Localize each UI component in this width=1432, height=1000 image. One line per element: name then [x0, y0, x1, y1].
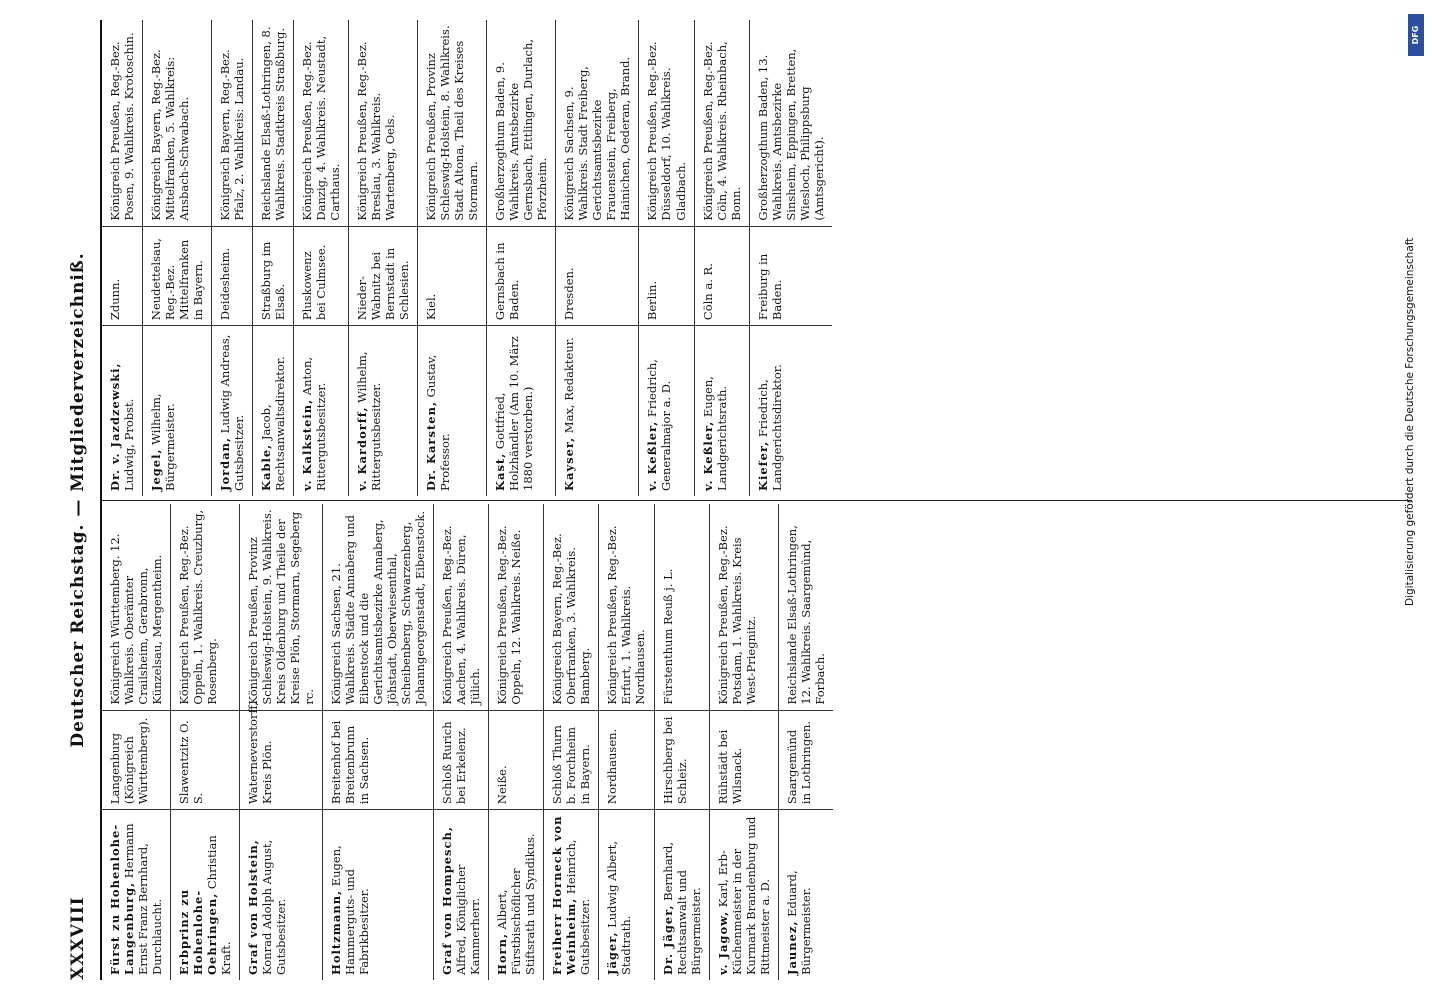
member-surname: Jegel, [149, 448, 164, 491]
member-surname: v. Keßler, [700, 420, 715, 491]
member-surname: v. Kalkstein, [300, 398, 315, 491]
member-details: Konrad Adolph August, Gutsbesitzer. [260, 839, 289, 975]
member-row [143, 20, 212, 496]
member-details: Gustav, Professor. [424, 354, 453, 491]
member-name-cell [253, 326, 294, 496]
electoral-district: Königreich Sachsen, 9. Wahlkreis. Stadt Freiberg, Gerichtsamtsbezirke Frauenstein, Freiberg, Hainichen, Oederan, Brand. [556, 20, 639, 226]
member-surname: Erbprinz zu Hohenlohe-Oehringen, [177, 888, 220, 975]
electoral-district: Reichslande Elsaß-Lothringen, 12. Wahlkreis. Saargemünd, Forbach. [778, 504, 833, 710]
electoral-district: Königreich Sachsen, 21. Wahlkreis. Städte Annaberg und Eibenstock und die Gerichtsamtsbezirke Annaberg, Jöhstadt, Oberwiesenthal, Scheibenberg, Schwarzenberg, Johanngeorgenstadt, Eibenstock. [323, 504, 434, 710]
member-row [349, 20, 418, 496]
electoral-district: Königreich Preußen, Reg.-Bez. Oppeln, 12. Wahlkreis. Neiße. [489, 504, 544, 710]
member-name-cell [171, 810, 240, 980]
member-name-cell [778, 810, 833, 980]
member-surname: Dr. Jäger, [660, 904, 675, 975]
member-residence: Nieder-Wabnitz bei Bernstadt in Schlesien. [349, 226, 418, 326]
member-row [212, 20, 253, 496]
page-header [60, 20, 100, 980]
member-residence: Neiße. [489, 710, 544, 810]
digitization-stamp [1404, 6, 1426, 996]
member-name-cell [599, 810, 654, 980]
member-name-cell [102, 326, 143, 496]
member-surname: Horn, [495, 933, 510, 975]
member-name-cell [323, 810, 434, 980]
member-details: Max, Redakteur. [562, 337, 577, 434]
electoral-district: Königreich Bayern, Reg.-Bez. Mittelfranken, 5. Wahlkreis: Ansbach-Schwabach. [143, 20, 212, 226]
electoral-district: Königreich Preußen, Reg.-Bez. Danzig, 4. Wahlkreis. Neustadt, Carthaus. [294, 20, 349, 226]
member-name-cell [709, 810, 778, 980]
member-row [418, 20, 487, 496]
member-details: Heinrich, Gutsbesitzer. [564, 839, 593, 975]
member-residence: Schloß Rurich bei Erkelenz. [434, 710, 489, 810]
member-row [102, 504, 171, 980]
electoral-district: Königreich Preußen, Reg.-Bez. Oppeln, 1. Wahlkreis. Creuzburg, Rosenberg. [171, 504, 240, 710]
electoral-district: Königreich Preußen, Reg.-Bez. Erfurt, 1. Wahlkreis. Nordhausen. [599, 504, 654, 710]
member-residence: Rühstädt bei Wilsnack. [709, 710, 778, 810]
member-row [544, 504, 599, 980]
member-row [171, 504, 240, 980]
member-row [654, 504, 709, 980]
member-details: Alfred, Königlicher Kammerherr. [454, 864, 483, 975]
member-surname: Fürst zu Hohenlohe-Langenburg, [108, 823, 137, 975]
electoral-district: Königreich Preußen, Reg.-Bez. Posen, 9. Wahlkreis. Krotoschin. [102, 20, 143, 226]
member-row [556, 20, 639, 496]
member-row [253, 20, 294, 496]
electoral-district: Königreich Preußen, Reg.-Bez. Düsseldorf, 10. Wahlkreis. Gladbach. [639, 20, 694, 226]
member-details: Ludwig, Probst. [122, 398, 137, 491]
member-name-cell [489, 810, 544, 980]
electoral-district: Königreich Preußen, Provinz Schleswig-Holstein, 8. Wahlkreis. Stadt Altona, Theil des Kreises Stormarn. [418, 20, 487, 226]
running-title: Deutscher Reichstag. — Mitgliederverzeichniß. [68, 252, 88, 748]
member-name-cell [694, 326, 749, 496]
electoral-district: Königreich Bayern, Reg.-Bez. Pfalz, 2. Wahlkreis: Landau. [212, 20, 253, 226]
member-row [749, 20, 832, 496]
member-name-cell [434, 810, 489, 980]
member-details: Friedrich, Landgerichtsdirektor. [755, 364, 784, 491]
member-name-cell [294, 326, 349, 496]
member-row [599, 504, 654, 980]
member-surname: Jaunez, [784, 920, 799, 975]
member-table-right [102, 20, 832, 496]
member-name-cell [212, 326, 253, 496]
member-surname: Kast, [493, 452, 508, 491]
member-row [487, 20, 556, 496]
member-details: Christian Kraft. [205, 835, 234, 975]
member-row [709, 504, 778, 980]
electoral-district: Reichslande Elsaß-Lothringen, 8. Wahlkreis. Stadtkreis Straßburg. [253, 20, 294, 226]
member-residence: Freiburg in Baden. [749, 226, 832, 326]
member-name-cell [240, 810, 323, 980]
member-row [102, 20, 143, 496]
member-surname: Jordan, [218, 436, 233, 491]
member-details: Bernhard, Rechtsanwalt und Bürgermeister. [660, 841, 703, 975]
page-number: XXXVIII [68, 896, 88, 980]
member-details: Albert, Fürstbischöflicher Stiftsrath und Syndikus. [495, 833, 538, 975]
electoral-district: Königreich Preußen, Reg.-Bez. Potsdam, 1. Wahlkreis. Kreis West-Priegnitz. [709, 504, 778, 710]
member-name-cell [654, 810, 709, 980]
column-divider [102, 500, 1412, 501]
member-residence: Slawentzitz O. S. [171, 710, 240, 810]
member-details: Ludwig Andreas, Gutsbesitzer. [218, 334, 247, 491]
member-name-cell [639, 326, 694, 496]
member-row [434, 504, 489, 980]
member-details: Jacob, Rechtsanwaltsdirektor. [259, 356, 288, 491]
member-details: Wilhelm, Bürgermeister. [149, 393, 178, 491]
member-surname: Dr. v. Jazdzewski, [108, 362, 122, 491]
member-name-cell [749, 326, 832, 496]
member-table-left [102, 504, 833, 980]
member-row [639, 20, 694, 496]
member-residence: Neudettelsau, Reg.-Bez. Mittelfranken in Bayern. [143, 226, 212, 326]
member-name-cell [349, 326, 418, 496]
member-details: Anton, Rittergutsbesitzer. [300, 356, 329, 491]
electoral-district: Fürstenthum Reuß j. L. [654, 504, 709, 710]
member-row [694, 20, 749, 496]
electoral-district: Königreich Württemberg. 12. Wahlkreis. Oberämter Crailsheim, Gerabronn, Künzelsau, Mergentheim. [102, 504, 171, 710]
member-residence: Zdunn. [102, 226, 143, 326]
electoral-district: Königreich Preußen, Reg.-Bez. Breslau, 3. Wahlkreis. Wartenberg, Oels. [349, 20, 418, 226]
electoral-district: Königreich Preußen, Reg.-Bez. Cöln, 4. Wahlkreis. Rheinbach, Bonn. [694, 20, 749, 226]
member-residence: Straßburg im Elsaß. [253, 226, 294, 326]
dfg-logo: DFG [1408, 14, 1424, 56]
member-surname: Graf von Holstein, [246, 839, 261, 975]
electoral-district: Königreich Preußen, Reg.-Bez. Aachen, 4. Wahlkreis. Düren, Jülich. [434, 504, 489, 710]
member-residence: Cöln a. R. [694, 226, 749, 326]
member-residence: Breitenhof bei Breitenbrunn in Sachsen. [323, 710, 434, 810]
member-surname: Jäger, [605, 931, 620, 975]
member-name-cell [102, 810, 171, 980]
member-name-cell [544, 810, 599, 980]
member-details: Karl, Erb-Küchenmeister in der Kurmark Brandenburg und Rittmeister a. D. [715, 816, 772, 975]
member-row [778, 504, 833, 980]
member-residence: Saargemünd in Lothringen. [778, 710, 833, 810]
member-surname: v. Jagow, [715, 910, 730, 975]
member-residence: Hirschberg bei Schleiz. [654, 710, 709, 810]
member-residence: Kiel. [418, 226, 487, 326]
member-surname: v. Keßler, [645, 420, 660, 491]
electoral-district: Großherzogthum Baden, 9. Wahlkreis. Amtsbezirke Gernsbach, Ettlingen, Durlach, Pforzheim. [487, 20, 556, 226]
member-surname: v. Kardorff, [355, 406, 370, 491]
member-row [240, 504, 323, 980]
member-surname: Holtzmann, [329, 889, 344, 975]
member-name-cell [556, 326, 639, 496]
member-details: Hermann Ernst Franz Bernhard, Durchlaucht. [122, 823, 165, 975]
member-details: Gottfried, Holzhändler (Am 10. März 1880 verstorben.) [493, 336, 536, 491]
member-details: Friedrich, Generalmajor a. D. [645, 359, 674, 491]
member-row [294, 20, 349, 496]
stamp-text: Digitalisierung gefördert durch die Deutsche Forschungsgemeinschaft [1404, 237, 1416, 606]
member-surname: Kiefer, [755, 440, 770, 491]
member-row [489, 504, 544, 980]
member-residence: Dresden. [556, 226, 639, 326]
electoral-district: Großherzogthum Baden, 13. Wahlkreis. Amtsbezirke Sinsheim, Eppingen, Bretten, Wiesloch, Philippsburg (Amtsgericht). [749, 20, 832, 226]
member-residence: Berlin. [639, 226, 694, 326]
member-details: Ludwig Albert, Stadtrath. [605, 840, 634, 975]
member-surname: Freiherr Horneck von Weinheim, [550, 815, 579, 975]
member-residence: Schloß Thurn b. Forchheim in Bayern. [544, 710, 599, 810]
member-row [323, 504, 434, 980]
member-details: Wilhelm, Rittergutsbesitzer. [355, 351, 384, 491]
member-residence: Langenburg (Königreich Württemberg). [102, 710, 171, 810]
member-surname: Kable, [259, 443, 274, 491]
member-surname: Kayser, [562, 436, 577, 491]
member-surname: Graf von Hompesch, [440, 826, 455, 975]
electoral-district: Königreich Preußen, Provinz Schleswig-Holstein, 9. Wahlkreis. Kreis Oldenburg und Theile der Kreise Plön, Stormarn, Segeberg rc. [240, 504, 323, 710]
member-name-cell [487, 326, 556, 496]
member-residence: Gernsbach in Baden. [487, 226, 556, 326]
member-details: Eugen, Hammerguts- und Fabrikbesitzer. [329, 845, 372, 975]
member-details: Eduard, Bürgermeister. [784, 870, 813, 975]
member-details: Eugen, Landgerichtsrath. [700, 376, 729, 491]
electoral-district: Königreich Bayern, Reg.-Bez. Oberfranken, 3. Wahlkreis. Bamberg. [544, 504, 599, 710]
member-residence: Pluskowenz bei Culmsee. [294, 226, 349, 326]
member-residence: Deidesheim. [212, 226, 253, 326]
member-residence: Waterneverstorff, Kreis Plön. [240, 710, 323, 810]
member-name-cell [418, 326, 487, 496]
member-surname: Dr. Karsten, [424, 401, 439, 491]
member-name-cell [143, 326, 212, 496]
member-residence: Nordhausen. [599, 710, 654, 810]
